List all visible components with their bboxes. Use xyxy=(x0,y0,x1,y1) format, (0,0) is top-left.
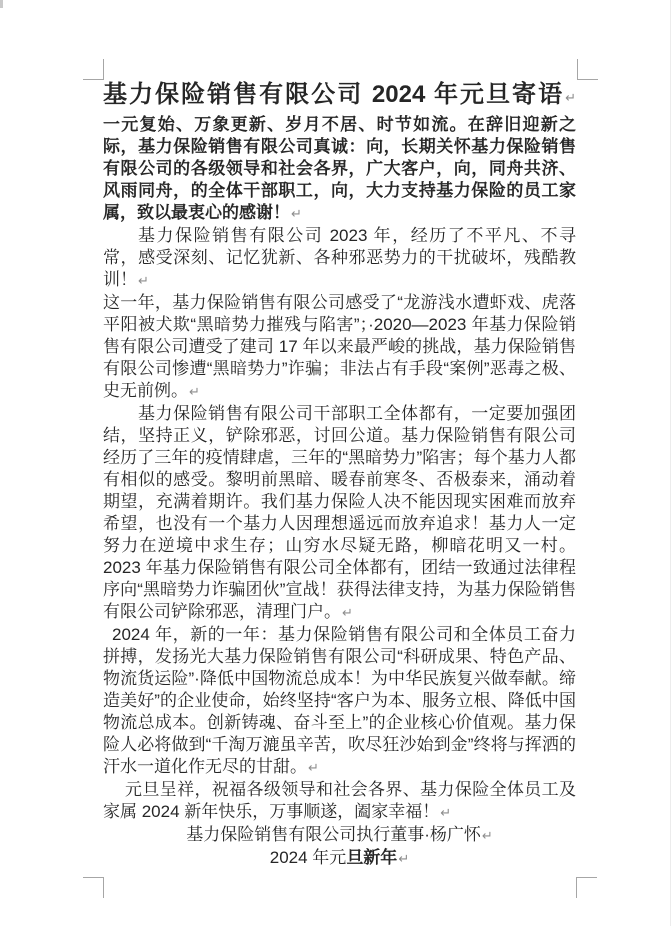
paragraph-mark-icon: ↵ xyxy=(308,760,319,775)
document-title-text: 基力保险销售有限公司 2024 年元旦寄语 xyxy=(103,81,565,108)
date-line-bold: 旦新年 xyxy=(346,848,398,867)
crop-mark-top-left xyxy=(83,59,104,80)
crop-mark-top-right xyxy=(577,59,598,80)
paragraph-2023-review: 基力保险销售有限公司 2023 年，经历了不平凡、不寻常，感受深刻、记忆犹新、各种邪恶势力的干扰破坏，残酷教训！↵ xyxy=(103,226,576,289)
paragraph-unity: 基力保险销售有限公司干部职工全体都有，一定要加强团结，坚持正义，铲除邪恶，讨回公道。基力保险销售有限公司经历了三年的疫情肆虐，三年的“黑暗势力”陷害；每个基力人都有相似的感受。黎明前黑暗、暖春前寒冬、否极泰来，涌动着期望，充满着期许。我们基力保险人决不能因现实困难而放弃希望，也没有一个基力人因理想遥远而放弃追求！基力人一定努力在逆境中求生存；山穷水尽疑无路，柳暗花明又一村。2023 年基力保险销售有限公司全体都有，团结一致通过法律程序向“黑暗势力诈骗团伙”宣战！获得法律支持，为基力保险销售有限公司铲除邪恶，清理门户。↵ xyxy=(103,404,576,621)
paragraph-mark-icon: ↵ xyxy=(481,828,493,843)
date-line-normal: 2024 年元 xyxy=(269,848,347,867)
paragraph-mark-icon: ↵ xyxy=(138,273,149,288)
signature-line: 基力保险销售有限公司执行董事·杨广怀↵ xyxy=(186,825,493,844)
paragraph-blessing: 元旦呈祥，祝福各级领导和社会各界、基力保险全体员工及家属 2024 新年快乐，万事顺遂，阖家幸福！↵ xyxy=(103,780,576,821)
paragraph-mark-icon: ↵ xyxy=(342,605,353,620)
paragraph-greeting: 一元复始、万象更新、岁月不居、时节如流。在辞旧迎新之际，基力保险销售有限公司真诚：向，长期关怀基力保险销售有限公司的各级领导和社会各界，广大客户，向，同舟共济、风雨同舟，的全体干部职工，向，大力支持基力保险的员工家属，致以最衷心的感谢！↵ xyxy=(103,115,576,222)
document-body xyxy=(103,80,576,870)
document-title xyxy=(103,80,576,113)
crop-mark-bottom-left xyxy=(83,877,104,898)
screen-corner-artifact xyxy=(0,0,3,8)
paragraph-mark-icon: ↵ xyxy=(189,384,200,399)
paragraph-hardship: 这一年，基力保险销售有限公司感受了“龙游浅水遭虾戏、虎落平阳被犬欺“黑暗势力摧残与陷害”；·2020—2023 年基力保险销售有限公司遭受了建司 17 年以来最严峻的挑战，基力保险销售有限公司惨遭“黑暗势力”诈骗；非法占有手段“案例”恶毒之极、史无前例。↵ xyxy=(103,293,576,400)
paragraph-mark-icon: ↵ xyxy=(291,206,302,221)
paragraph-mark-icon: ↵ xyxy=(565,90,576,105)
crop-mark-bottom-right xyxy=(576,877,597,898)
paragraph-2024-outlook: 2024 年，新的一年：基力保险销售有限公司和全体员工奋力拼搏，发扬光大基力保险销售有限公司“科研成果、特色产品、物流货运险”·降低中国物流总成本！为中华民族复兴做奉献。缔造美好”的企业使命，始终坚持“客户为本、服务立根、降低中国物流总成本。创新铸魂、奋斗至上”的企业核心价值观。基力保险人必将做到“千淘万漉虽辛苦，吹尽狂沙始到金”终将与挥洒的汗水一道化作无尽的甘甜。↵ xyxy=(103,625,576,776)
paragraph-mark-icon: ↵ xyxy=(398,851,410,866)
paragraph-mark-icon: ↵ xyxy=(440,805,452,820)
date-line xyxy=(103,847,576,870)
